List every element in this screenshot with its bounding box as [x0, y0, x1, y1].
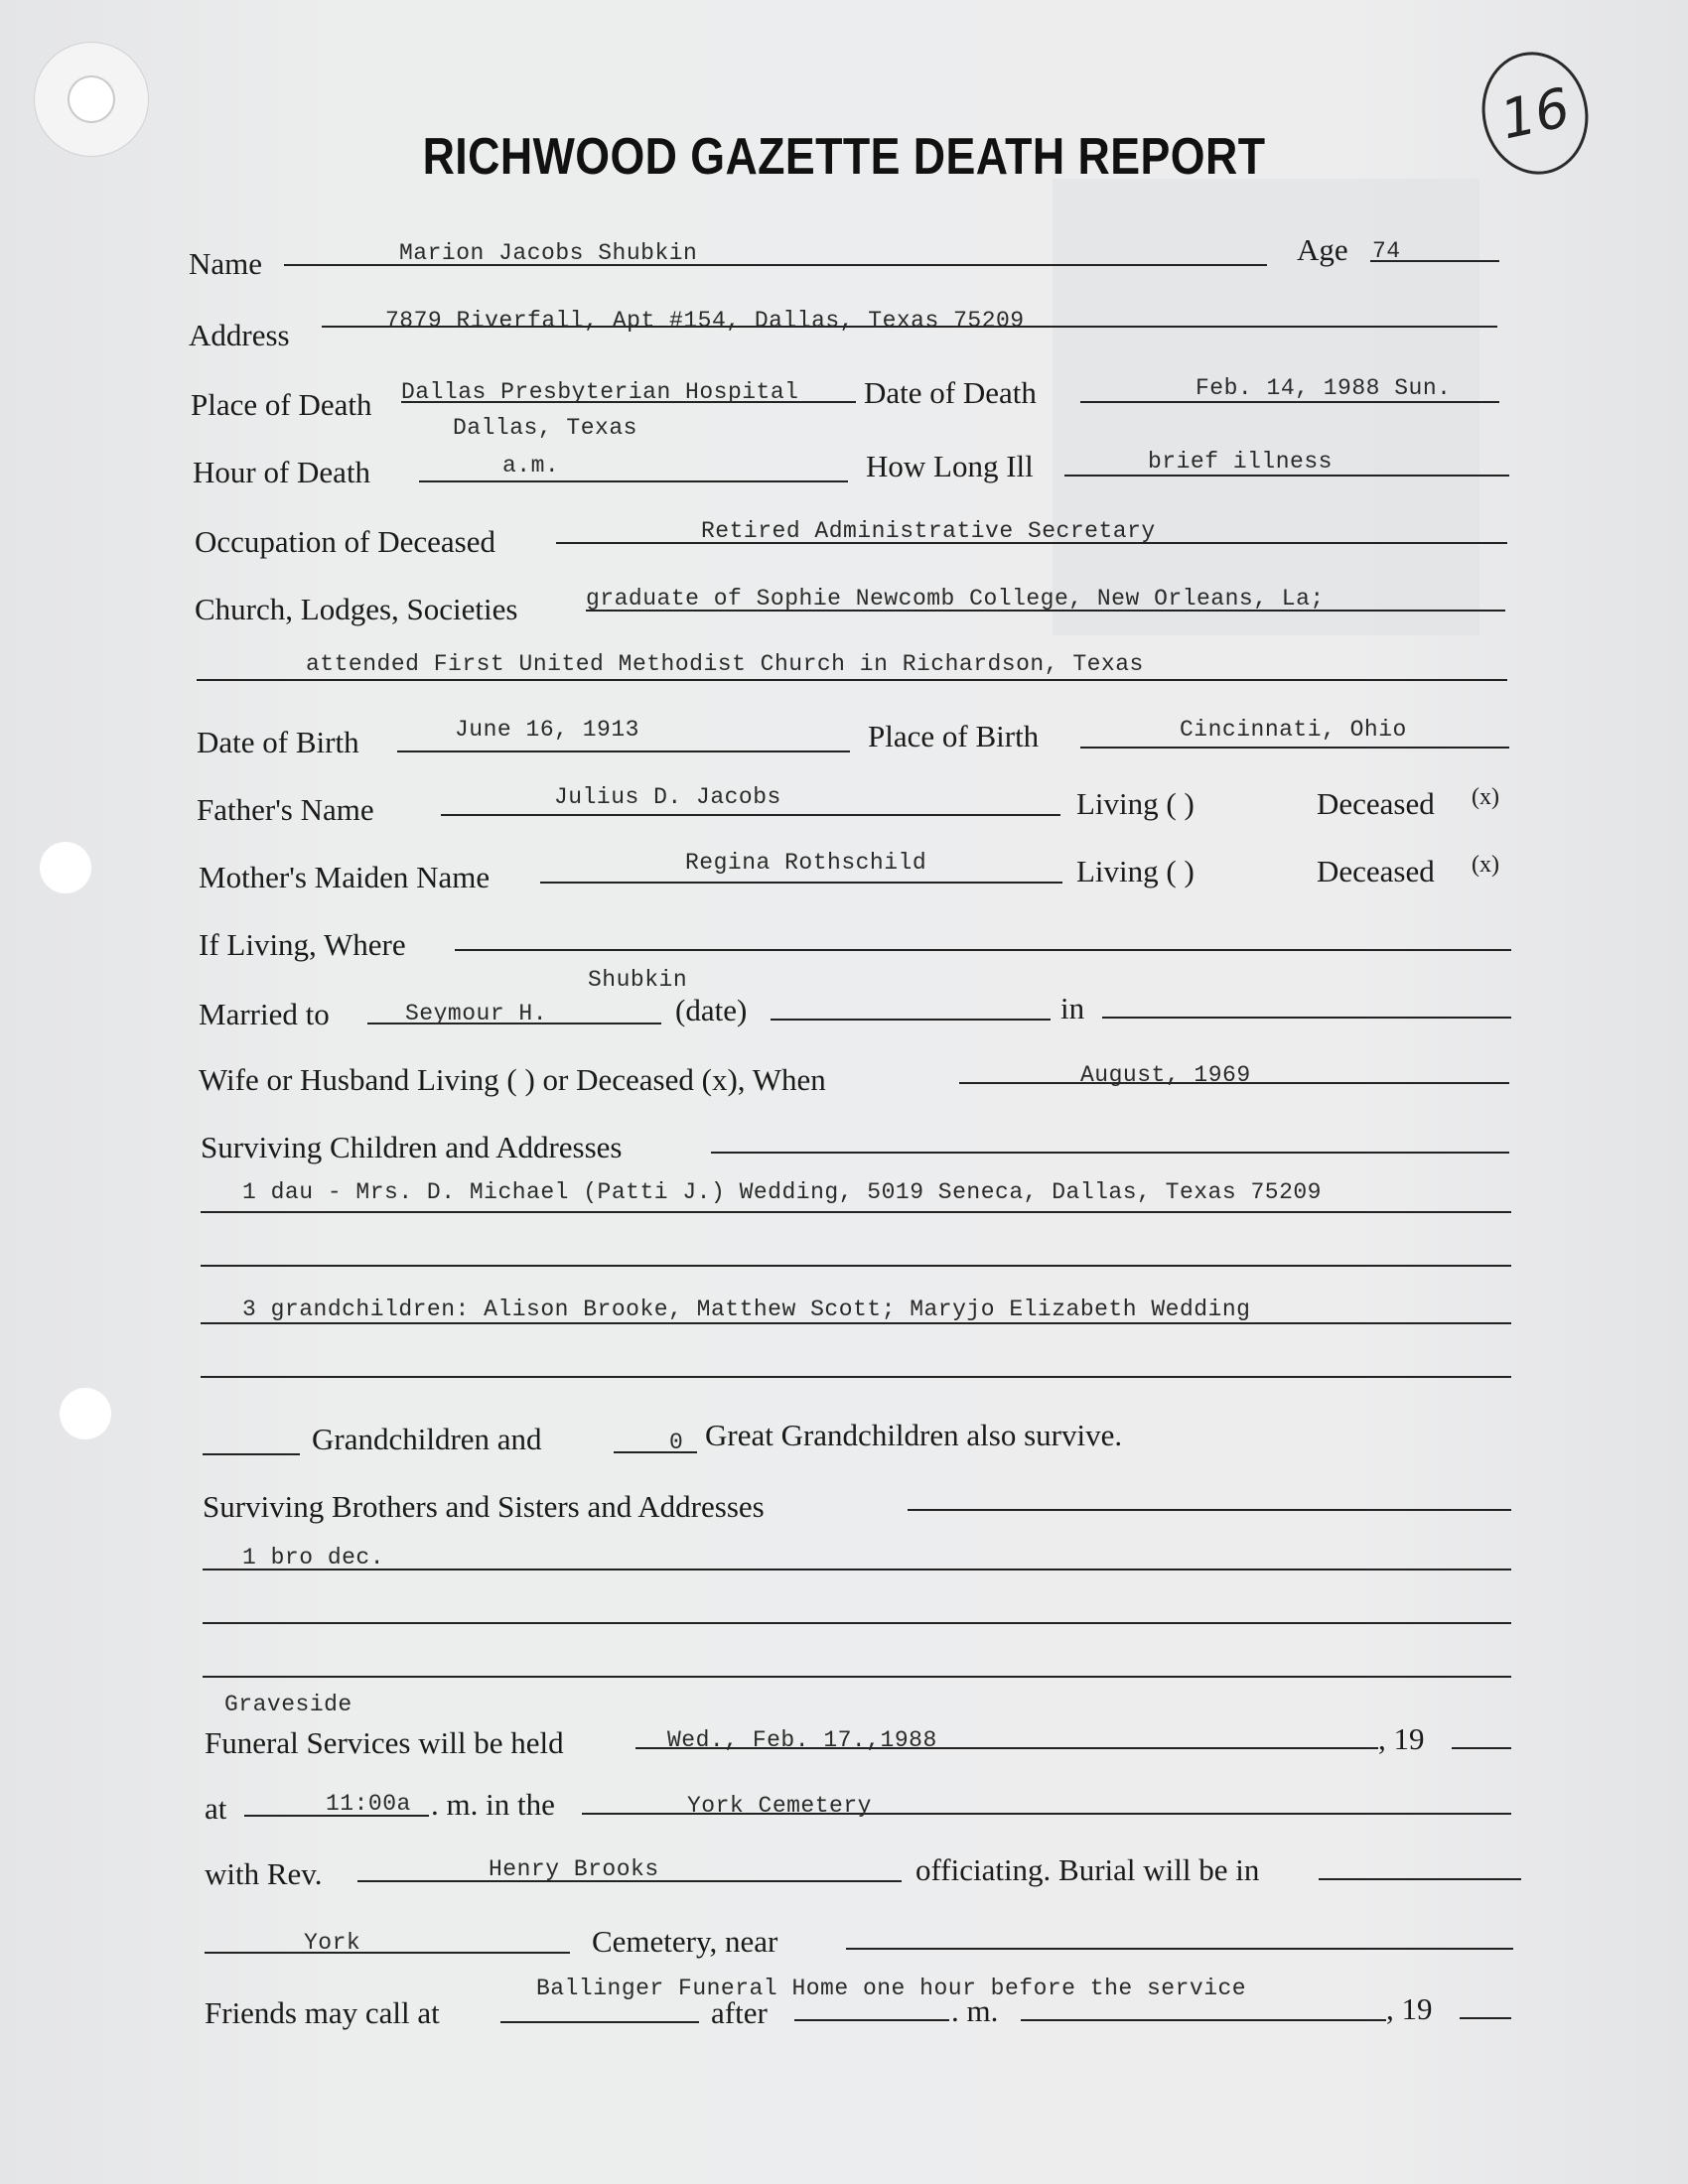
line-friends-year: [1460, 2017, 1511, 2019]
label-funeral-services: Funeral Services will be held: [205, 1725, 564, 1760]
label-address: Address: [189, 318, 290, 352]
label-at: at: [205, 1791, 227, 1826]
label-date-of-birth: Date of Birth: [197, 725, 359, 759]
line-great-grandchildren-count: [614, 1451, 697, 1453]
label-with-rev: with Rev.: [205, 1856, 323, 1891]
value-married-to: Seymour H.: [405, 1001, 548, 1026]
line-children-2: [201, 1211, 1511, 1213]
value-place-of-birth: Cincinnati, Ohio: [1180, 717, 1407, 743]
value-address: 7879 Riverfall, Apt #154, Dallas, Texas 75209: [385, 308, 1025, 334]
label-officiating: officiating. Burial will be in: [915, 1852, 1260, 1887]
label-father-deceased: Deceased: [1317, 786, 1435, 821]
value-reverend: Henry Brooks: [489, 1856, 659, 1882]
line-grandchildren-count: [203, 1453, 300, 1455]
label-married-date: (date): [675, 993, 748, 1027]
value-age: 74: [1372, 238, 1401, 264]
line-children-5: [201, 1376, 1511, 1378]
line-surviving-children: [711, 1152, 1509, 1154]
value-service-time: 11:00a: [326, 1791, 411, 1817]
line-children-3: [201, 1265, 1511, 1267]
line-hour-of-death: [419, 480, 848, 482]
line-mothers-maiden-name: [540, 882, 1062, 884]
value-occupation: Retired Administrative Secretary: [701, 518, 1156, 544]
line-date-of-birth: [397, 751, 850, 752]
label-service-year: , 19: [1378, 1721, 1425, 1756]
line-burial-cemetery: [205, 1952, 570, 1954]
label-grandchildren-and: Grandchildren and: [312, 1422, 542, 1456]
mother-deceased-mark: (x): [1472, 852, 1499, 878]
faded-stamp-area: [1053, 179, 1479, 635]
line-surviving-siblings: [908, 1509, 1511, 1511]
label-name: Name: [189, 246, 263, 281]
line-friends-call: [500, 2021, 699, 2023]
label-age: Age: [1297, 232, 1348, 267]
label-mothers-maiden-name: Mother's Maiden Name: [199, 860, 491, 894]
label-married-to: Married to: [199, 997, 330, 1031]
label-m-in-the: . m. in the: [431, 1787, 555, 1822]
line-married-date: [771, 1019, 1051, 1021]
line-children-4: [201, 1322, 1511, 1324]
value-friends-call: Ballinger Funeral Home one hour before the service: [536, 1976, 1247, 2001]
label-if-living-where: If Living, Where: [199, 927, 406, 962]
value-place-of-death: Dallas Presbyterian Hospital: [401, 379, 799, 405]
value-hour-of-death: a.m.: [502, 453, 560, 478]
value-church-1: graduate of Sophie Newcomb College, New Orleans, La;: [586, 586, 1325, 612]
label-mother-deceased: Deceased: [1317, 854, 1435, 888]
value-place-of-death-city: Dallas, Texas: [453, 415, 637, 441]
line-church-2: [197, 679, 1507, 681]
line-siblings-4: [203, 1676, 1511, 1678]
line-service-year: [1452, 1747, 1511, 1749]
value-married-to-surname: Shubkin: [588, 967, 688, 993]
value-spouse-when: August, 1969: [1080, 1062, 1251, 1088]
line-place-of-birth: [1080, 747, 1509, 749]
value-name: Marion Jacobs Shubkin: [399, 240, 698, 266]
label-hour-of-death: Hour of Death: [193, 455, 371, 489]
label-friends-m: . m.: [951, 1993, 999, 2028]
label-friends-year: , 19: [1386, 1991, 1433, 2026]
line-how-long-ill: [1064, 475, 1509, 477]
page-number: 16: [1494, 75, 1576, 151]
label-friends-may-call: Friends may call at: [205, 1995, 440, 2030]
label-spouse-living: Wife or Husband Living ( ) or Deceased (x), When: [199, 1062, 826, 1097]
label-married-in: in: [1060, 991, 1085, 1025]
line-friends-time: [1021, 2019, 1386, 2021]
label-place-of-birth: Place of Birth: [868, 719, 1040, 753]
label-father-living: Living ( ): [1076, 786, 1195, 821]
value-grandchildren: 3 grandchildren: Alison Brooke, Matthew Scott; Maryjo Elizabeth Wedding: [242, 1297, 1251, 1322]
value-date-of-birth: June 16, 1913: [455, 717, 639, 743]
label-fathers-name: Father's Name: [197, 792, 374, 827]
line-friends-after: [794, 2019, 949, 2021]
label-great-grandchildren: Great Grandchildren also survive.: [705, 1418, 1123, 1452]
label-church: Church, Lodges, Societies: [195, 592, 518, 626]
line-siblings-3: [203, 1622, 1511, 1624]
value-service-date: Wed., Feb. 17.,1988: [667, 1727, 937, 1753]
father-deceased-mark: (x): [1472, 784, 1499, 810]
value-burial-cemetery: York: [304, 1930, 361, 1956]
line-if-living-where: [455, 949, 1511, 951]
value-service-type: Graveside: [224, 1692, 352, 1717]
label-cemetery-near: Cemetery, near: [592, 1924, 778, 1959]
form-title: RICHWOOD GAZETTE DEATH REPORT: [422, 128, 1266, 186]
value-fathers-name: Julius D. Jacobs: [554, 784, 781, 810]
punch-hole-middle: [40, 842, 91, 893]
label-mother-living: Living ( ): [1076, 854, 1195, 888]
line-siblings-2: [203, 1569, 1511, 1570]
value-how-long-ill: brief illness: [1148, 449, 1333, 475]
label-surviving-siblings: Surviving Brothers and Sisters and Addresses: [203, 1489, 765, 1524]
label-how-long-ill: How Long Ill: [866, 449, 1034, 483]
value-mothers-maiden-name: Regina Rothschild: [685, 850, 927, 876]
label-occupation: Occupation of Deceased: [195, 524, 495, 559]
punch-hole-bottom: [60, 1388, 111, 1439]
label-place-of-death: Place of Death: [191, 387, 372, 422]
value-service-place: York Cemetery: [687, 1793, 872, 1819]
line-date-of-death: [1080, 401, 1499, 403]
value-siblings-1: 1 bro dec.: [242, 1545, 385, 1570]
line-fathers-name: [441, 814, 1060, 816]
line-married-in: [1102, 1017, 1511, 1019]
value-great-grandchildren-count: 0: [669, 1430, 684, 1455]
label-date-of-death: Date of Death: [864, 375, 1037, 410]
line-burial: [1319, 1878, 1521, 1880]
value-child-1: 1 dau - Mrs. D. Michael (Patti J.) Wedding, 5019 Seneca, Dallas, Texas 75209: [242, 1179, 1322, 1205]
value-date-of-death: Feb. 14, 1988 Sun.: [1196, 375, 1452, 401]
line-cemetery-near: [846, 1948, 1513, 1950]
label-surviving-children: Surviving Children and Addresses: [201, 1130, 623, 1164]
value-church-2: attended First United Methodist Church in Richardson, Texas: [306, 651, 1144, 677]
label-after: after: [711, 1995, 768, 2030]
